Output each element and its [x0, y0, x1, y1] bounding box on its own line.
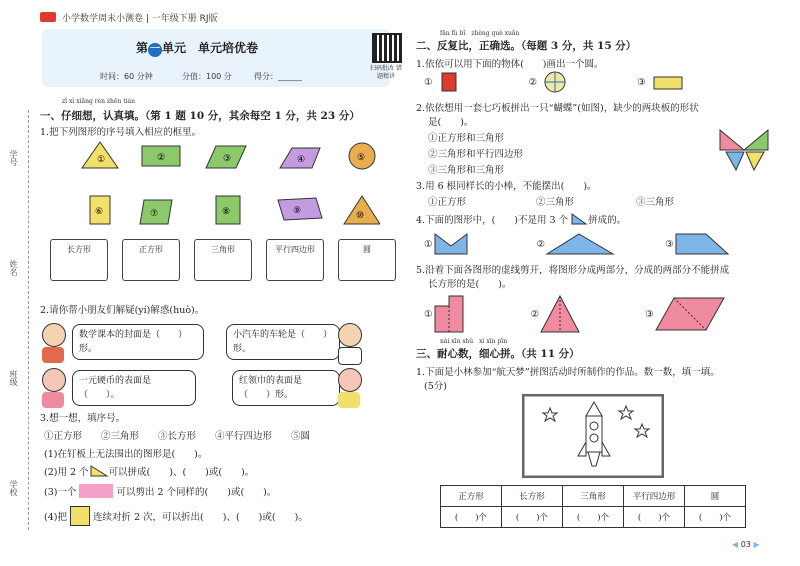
count-square-cell[interactable]: ( )个	[441, 507, 502, 528]
trapezoid-icon	[674, 232, 730, 256]
count-circle-cell[interactable]: ( )个	[685, 507, 746, 528]
banner-title: 第 一 单元 单元培优卷	[135, 41, 259, 55]
svg-text:②: ②	[157, 153, 166, 163]
boy-avatar	[338, 323, 362, 365]
q3-options: ①正方形 ②三角形 ③长方形 ④平行四边形 ⑤圆	[44, 431, 311, 442]
q2-3-option-1: ①正方形	[428, 197, 467, 208]
question-2-3: 3.用 6 根同样长的小棒，不能摆出( )。	[416, 181, 597, 192]
prev-arrow-icon[interactable]: ◀	[732, 540, 739, 549]
bubble-coin: 一元硬币的表面是（ ）。	[72, 370, 196, 406]
box-icon	[652, 72, 684, 92]
svg-text:⑨: ⑨	[293, 206, 302, 216]
q2-1-options: ① ② ③	[424, 70, 684, 94]
svg-text:③: ③	[223, 154, 232, 164]
bubble-scarf: 红领巾的表面是（ ）形。	[232, 370, 340, 406]
triangle-box[interactable]: 三角形	[194, 239, 252, 281]
question-2-4: 4.下面的图形中，( )不是用 3 个 拼成的。	[416, 212, 626, 226]
ball-icon	[543, 70, 567, 94]
kid-head-icon	[42, 368, 66, 392]
yellow-square-icon	[70, 506, 90, 526]
svg-text:⑦: ⑦	[150, 209, 159, 219]
publisher-logo	[40, 12, 56, 22]
svg-text:④: ④	[297, 155, 306, 165]
section-1-title: 一、仔细想，认真填。（第 1 题 10 分，其余每空 1 分，共 23 分）	[40, 110, 360, 122]
butterfly-tangram-icon	[718, 128, 770, 172]
q3-item-3: (3)一个 可以剪出 2 个同样的( )或( )。	[44, 484, 276, 498]
q3-item-4: (4)把 连续对折 2 次，可以折出( )、( )或( )。	[44, 506, 308, 526]
question-1-2: 2.请你帮小朋友们解疑(yí)解惑(huò)。	[40, 305, 205, 316]
question-1-1: 1.把下列图形的序号填入相应的框里。	[40, 127, 202, 138]
question-2-5-cont: 长方形的是( )。	[428, 279, 512, 290]
triangle-icon	[568, 212, 588, 226]
header-series: 小学数学周末小测卷 | 一年级下册 RJ版	[62, 13, 218, 24]
q2-4-options: ① ② ③	[424, 232, 730, 256]
unit-number-badge: 一	[150, 44, 160, 55]
rectangle-box[interactable]: 长方形	[50, 239, 108, 281]
question-2-2: 2.依依想用一套七巧板拼出一只“蝴蝶”(如图)，缺少的两块板的形状	[416, 103, 699, 114]
q2-5-options: ① ② ③	[424, 294, 726, 334]
kid-head-icon	[338, 368, 362, 392]
answer-boxes	[50, 239, 396, 281]
question-3-1: 1.下面是小林参加“航天梦”拼图活动时所制作的作品。数一数，填一填。	[416, 367, 720, 378]
svg-text:①: ①	[97, 155, 106, 165]
count-parallelogram-cell[interactable]: ( )个	[624, 507, 685, 528]
margin-label-name: 姓名	[9, 260, 18, 276]
svg-text:⑩: ⑩	[356, 211, 365, 221]
bubble-car-wheel: 小汽车的车轮是（ ）形。	[226, 324, 340, 360]
sec3-pinyin: nài xīn shǔ xì xīn pīn	[440, 338, 508, 345]
section-3-title: 三、耐心数，细心拼。（共 11 分）	[416, 348, 580, 360]
th-rectangle: 长方形	[502, 486, 563, 507]
question-1-3: 3.想一想，填序号。	[40, 413, 126, 424]
triangle-icon	[89, 464, 109, 478]
qr-caption: 扫码批改 错题精讲	[370, 65, 402, 80]
sec1-pinyin: zǐ xì xiǎng rèn zhēn tián	[62, 98, 135, 105]
split-parallelogram-icon	[654, 294, 726, 334]
big-triangle-icon	[545, 232, 615, 256]
square-box[interactable]: 正方形	[122, 239, 180, 281]
svg-text:⑧: ⑧	[222, 207, 231, 217]
q2-2-option-3: ③三角形和三角形	[428, 165, 505, 176]
q3-item-1: (1)在钉板上无法围出的图形是( )。	[44, 449, 208, 460]
margin-label-school: 学校	[9, 480, 18, 496]
cup-icon	[439, 71, 459, 93]
split-triangle-icon	[539, 294, 581, 334]
th-square: 正方形	[441, 486, 502, 507]
circle-box[interactable]: 圆	[338, 239, 396, 281]
pink-rectangle-icon	[79, 484, 113, 498]
th-parallelogram: 平行四边形	[624, 486, 685, 507]
boy-avatar	[42, 323, 66, 363]
girl-avatar	[42, 368, 66, 408]
margin-label-id: 学号	[9, 150, 18, 166]
shape-cards	[80, 140, 380, 226]
question-2-5: 5.沿着下面各图形的虚线剪开，将图形分成两部分，分成的两部分不能拼成	[416, 265, 730, 276]
sec2-pinyin: fǎn fù bǐ zhèng què xuǎn	[440, 30, 520, 37]
binding-line	[28, 110, 29, 530]
qr-code-icon	[372, 33, 402, 63]
rocket-picture	[522, 394, 664, 478]
parallelogram-box[interactable]: 平行四边形	[266, 239, 324, 281]
kid-head-icon	[42, 323, 66, 347]
notched-shape-icon	[433, 232, 471, 256]
svg-text:⑥: ⑥	[95, 207, 104, 217]
unit-banner	[42, 29, 402, 87]
svg-text:⑤: ⑤	[357, 153, 366, 163]
q2-2-option-2: ②三角形和平行四边形	[428, 149, 524, 160]
q3-item-2: (2)用 2 个 可以拼成( )、( )或( )。	[44, 464, 254, 478]
page-number: ◀ 03 ▶	[732, 540, 760, 549]
score-label: 分值：100 分	[182, 72, 232, 81]
bubble-book-cover: 数学课本的封面是（ ）形。	[72, 324, 204, 360]
count-triangle-cell[interactable]: ( )个	[563, 507, 624, 528]
question-2-1: 1.依依可以用下面的物体( )画出一个圆。	[416, 59, 604, 70]
time-label: 时间：60 分钟	[100, 72, 153, 81]
kid-head-icon	[338, 323, 362, 347]
count-rectangle-cell[interactable]: ( )个	[502, 507, 563, 528]
question-3-1-score: (5分)	[424, 381, 447, 392]
q2-3-option-3: ③三角形	[636, 197, 675, 208]
header-strip	[40, 8, 218, 26]
section-2-title: 二、反复比，正确选。（每题 3 分，共 15 分）	[416, 40, 637, 52]
th-triangle: 三角形	[563, 486, 624, 507]
girl-avatar	[338, 368, 362, 408]
margin-label-class: 班级	[9, 370, 18, 386]
next-arrow-icon[interactable]: ▶	[753, 540, 760, 549]
question-2-2-cont: 是( )。	[428, 117, 474, 128]
count-table	[440, 485, 746, 528]
l-shape-icon	[433, 294, 467, 334]
q2-2-option-1: ①正方形和三角形	[428, 133, 505, 144]
got-label: 得分：______	[254, 72, 302, 81]
q2-3-option-2: ②三角形	[536, 197, 575, 208]
th-circle: 圆	[685, 486, 746, 507]
